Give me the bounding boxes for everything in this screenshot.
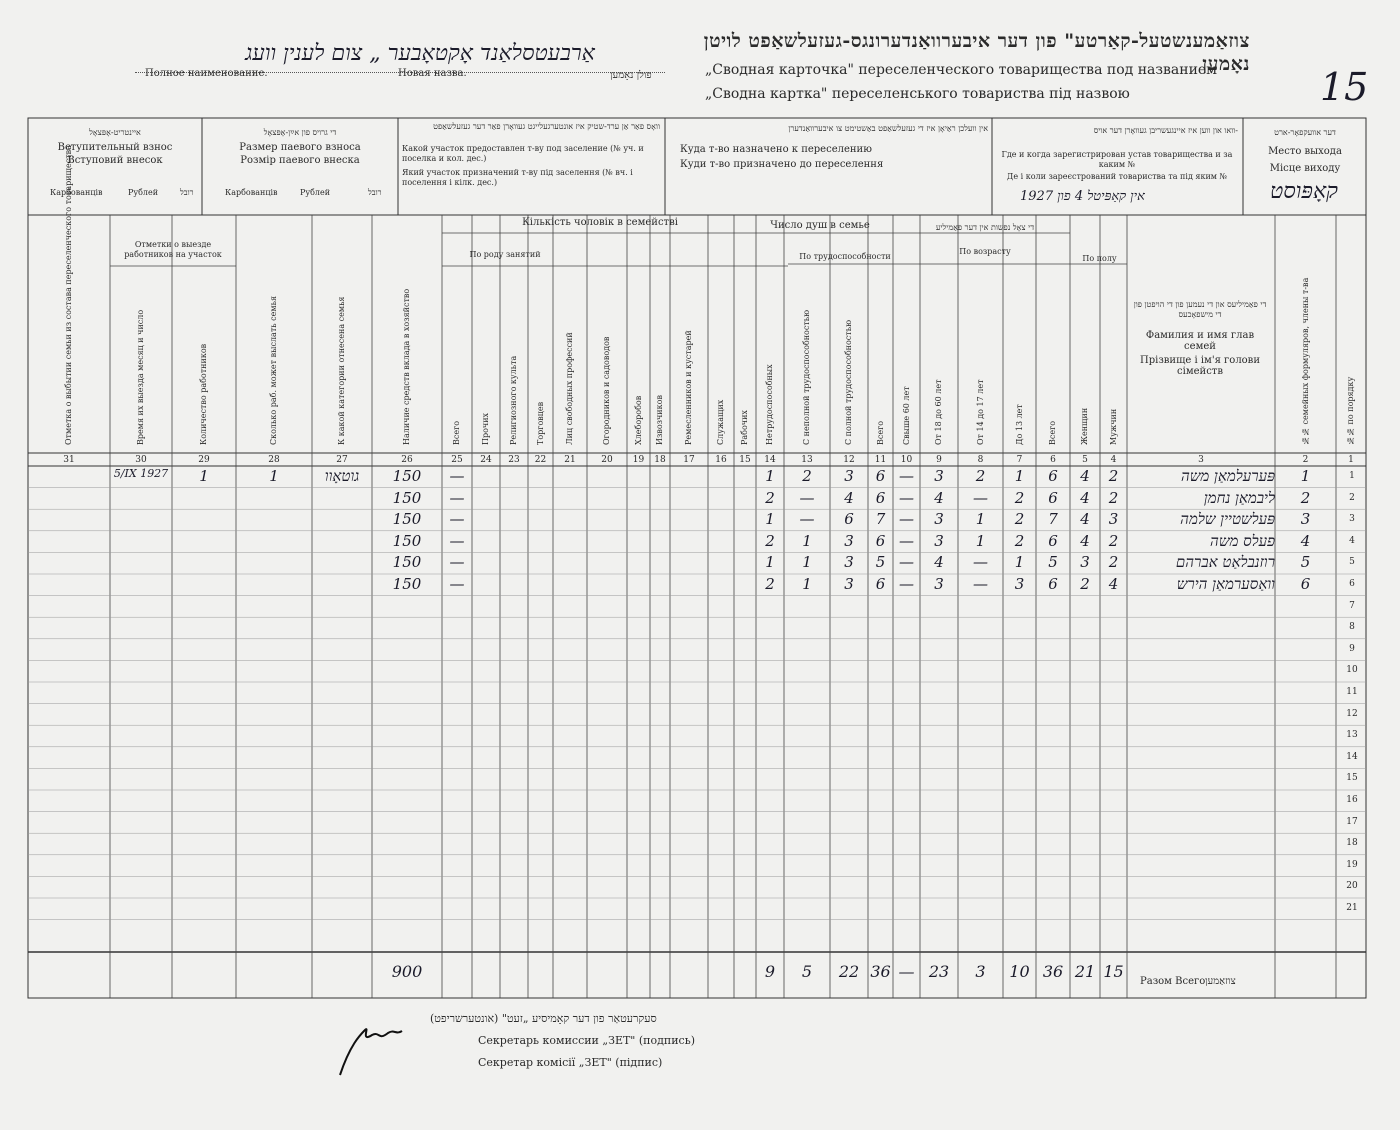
cell-unfit: 1 bbox=[765, 467, 775, 485]
group-people-ua: Кількість чоловік в семействі bbox=[522, 217, 678, 228]
share-size-yi: די גרויס פון אײַן-אָפּצאָל bbox=[263, 128, 337, 137]
column-number: 8 bbox=[977, 455, 984, 465]
cell-part: 1 bbox=[802, 575, 812, 593]
cell-all: 5 bbox=[875, 553, 886, 572]
cell-total: 5 bbox=[1048, 553, 1058, 572]
total-full: 22 bbox=[838, 962, 860, 981]
cell-date: 5/IX 1927 bbox=[113, 467, 169, 480]
cell-a18: 3 bbox=[934, 575, 944, 593]
cell-o60: — bbox=[899, 488, 914, 507]
column-number: 10 bbox=[900, 455, 913, 465]
cell-men: 2 bbox=[1108, 488, 1119, 507]
cell-women: 3 bbox=[1080, 553, 1090, 572]
cell-name: פעלס משה bbox=[1210, 531, 1275, 550]
cell-u13: 2 bbox=[1014, 510, 1025, 529]
column-number: 3 bbox=[1198, 455, 1204, 465]
reg-ru: Где и когда зарегистрирован устав товарищества и за каким № bbox=[1001, 150, 1233, 169]
row-number: 12 bbox=[1346, 708, 1358, 719]
column-header-c13: С неполной трудоспособностью bbox=[802, 309, 811, 445]
full-name-label-yi: פולן נאָמען bbox=[610, 70, 652, 81]
cell-full: 3 bbox=[844, 531, 854, 550]
total-sum: 900 bbox=[391, 962, 423, 981]
column-number: 9 bbox=[936, 455, 942, 465]
totals-label-ru: Разом Всего bbox=[1140, 976, 1206, 987]
cell-full: 4 bbox=[844, 488, 854, 507]
column-number: 1 bbox=[1348, 455, 1354, 465]
column-header-c10: Свыше 60 лет bbox=[901, 386, 911, 445]
cell-o60: — bbox=[899, 531, 914, 550]
cell-sum: 150 bbox=[392, 510, 422, 529]
total-a18: 23 bbox=[928, 962, 950, 981]
cell-a18: 3 bbox=[934, 531, 944, 550]
column-header-c19: Хлеборобов bbox=[633, 395, 643, 445]
column-header-c7: До 13 лет bbox=[1014, 404, 1024, 445]
cell-sum: 150 bbox=[392, 575, 422, 593]
column-header-c14: Нетрудоспособных bbox=[765, 364, 774, 445]
column-header-c20: Огородников и садоводов bbox=[602, 336, 611, 445]
cell-u13: 2 bbox=[1014, 488, 1025, 507]
cell-name: פּערעלמאַן משה bbox=[1180, 467, 1275, 485]
cell-form: 1 bbox=[1300, 467, 1311, 485]
cell-form: 5 bbox=[1300, 553, 1311, 572]
cell-o60: — bbox=[899, 510, 914, 529]
column-number: 24 bbox=[480, 455, 492, 465]
column-number: 13 bbox=[801, 455, 813, 465]
cell-women: 4 bbox=[1080, 510, 1090, 529]
cell-a14: 2 bbox=[975, 467, 986, 485]
entry-fee-yi: איינטריט-אָפּצאָל bbox=[89, 128, 141, 137]
cell-a18: 4 bbox=[934, 553, 944, 572]
secretary-yi: סעקרעטאַר פון דער קאָמיסיע „זעט" (אונטערשריפט) bbox=[430, 1012, 657, 1025]
title-ukrainian: „Сводна картка" переселенського товариства під назвою bbox=[705, 86, 1130, 102]
secretary-signature bbox=[330, 1005, 410, 1085]
cell-women: 4 bbox=[1080, 467, 1090, 485]
column-header-c15: Рабочих bbox=[740, 410, 749, 445]
cell-o60: — bbox=[899, 575, 914, 593]
cell-a14: — bbox=[973, 575, 988, 593]
total-women: 21 bbox=[1074, 962, 1096, 981]
total-u13: 10 bbox=[1009, 962, 1030, 981]
column-number: 5 bbox=[1082, 455, 1088, 465]
plot-ru: Какой участок предоставлен т-ву под заселение (№ уч. и поселка и кол. дес.) bbox=[402, 144, 644, 163]
row-number: 9 bbox=[1349, 643, 1355, 654]
reg-handwritten: אין קאַפּיטל 4 פון 1927 bbox=[1020, 189, 1145, 204]
column-number: 27 bbox=[336, 455, 348, 465]
column-header-c25: Всего bbox=[452, 420, 461, 445]
column-number: 15 bbox=[739, 455, 751, 465]
cell-total: 7 bbox=[1048, 510, 1058, 529]
total-all: 36 bbox=[870, 962, 891, 981]
cell-women: 2 bbox=[1080, 575, 1090, 593]
hdr-name-ua: Прізвище і ім'я голови сімейств bbox=[1140, 355, 1260, 377]
column-number: 31 bbox=[63, 455, 75, 465]
cell-sum: 150 bbox=[392, 531, 422, 550]
cell-men: 4 bbox=[1108, 575, 1119, 593]
cell-name: רוזנבלאַט אברהם bbox=[1175, 553, 1275, 572]
dest-ru: Куда т-во назначено к переселению bbox=[680, 144, 872, 155]
cell-form: 2 bbox=[1300, 488, 1311, 507]
share-size-ua: Розмір паевого внеска bbox=[240, 155, 360, 166]
column-header-c6: Всего bbox=[1048, 420, 1057, 445]
cell-men: 2 bbox=[1108, 467, 1119, 485]
rub-label-1: Рублей bbox=[128, 188, 159, 197]
column-number: 22 bbox=[534, 455, 547, 465]
cell-u13: 1 bbox=[1014, 553, 1025, 572]
column-number: 19 bbox=[632, 455, 645, 465]
cell-total: 6 bbox=[1048, 488, 1058, 507]
cell-women: 4 bbox=[1080, 488, 1090, 507]
cell-unfit: 2 bbox=[765, 575, 775, 593]
cell-name: פּעלשטיין שלמה bbox=[1180, 510, 1275, 529]
cell-form: 6 bbox=[1300, 575, 1311, 593]
cell-u13: 3 bbox=[1014, 575, 1025, 593]
hdr-occupation: По роду занятий bbox=[469, 250, 541, 259]
total-total: 36 bbox=[1042, 962, 1064, 981]
column-header-c8: От 14 до 17 лет bbox=[975, 379, 985, 445]
column-header-c18: Извозчиков bbox=[655, 395, 664, 445]
column-number: 20 bbox=[601, 455, 613, 465]
cell-name: ליבמאַן נחמן bbox=[1203, 488, 1275, 507]
column-header-c2: №№ семейных формуляров, члены т-ва bbox=[1300, 277, 1310, 445]
hdr-sex: По полу bbox=[1082, 254, 1117, 263]
column-header-c29: Количество работников bbox=[199, 343, 208, 445]
rub-yi-label-2: רובל bbox=[368, 188, 382, 197]
row-number: 3 bbox=[1349, 514, 1355, 525]
exit-ua: Місце виходу bbox=[1269, 163, 1341, 174]
cell-unfit: 2 bbox=[765, 488, 775, 507]
cell-men: 3 bbox=[1108, 510, 1119, 529]
cell-part: 1 bbox=[802, 531, 812, 550]
cell-unfit: 2 bbox=[765, 531, 775, 550]
column-number: 7 bbox=[1016, 455, 1023, 465]
cell-sum: 150 bbox=[392, 553, 422, 572]
cell-unfit: 1 bbox=[765, 553, 775, 572]
column-header-c24: Прочих bbox=[481, 412, 490, 445]
column-number: 17 bbox=[683, 455, 695, 465]
cell-women: 4 bbox=[1080, 531, 1090, 550]
karb-label-2: Карбованців bbox=[225, 188, 278, 197]
column-header-c23: Религиозного культа bbox=[509, 355, 518, 445]
cell-a14: — bbox=[973, 488, 988, 507]
row-number: 8 bbox=[1349, 622, 1355, 633]
column-header-c1: №№ по порядку bbox=[1346, 376, 1355, 445]
column-number: 30 bbox=[135, 455, 147, 465]
column-number: 23 bbox=[508, 455, 520, 465]
group-people-ru: Число душ в семье bbox=[770, 220, 870, 231]
totals-label-yi: צוזאַמען bbox=[1205, 976, 1236, 987]
column-header-c9: От 18 до 60 лет bbox=[934, 379, 943, 445]
total-part: 5 bbox=[801, 962, 813, 981]
row-number: 15 bbox=[1346, 773, 1358, 784]
cell-sum: 150 bbox=[392, 488, 422, 507]
row-number: 19 bbox=[1346, 859, 1358, 870]
column-header-c21: Лиц свободных профессий bbox=[565, 332, 574, 445]
cell-u13: 2 bbox=[1014, 531, 1025, 550]
cell-a18: 3 bbox=[934, 467, 944, 485]
cell-occ: — bbox=[449, 510, 465, 529]
cell-unfit: 1 bbox=[765, 510, 775, 529]
row-number: 17 bbox=[1346, 816, 1358, 827]
column-header-c11: Всего bbox=[875, 420, 885, 445]
total-men: 15 bbox=[1103, 962, 1124, 981]
cell-form: 4 bbox=[1300, 531, 1311, 550]
new-name-label: Новая назва. bbox=[398, 68, 467, 79]
cell-total: 6 bbox=[1048, 531, 1058, 550]
column-number: 25 bbox=[451, 455, 463, 465]
column-header-c30: Время их выезда месяц и число bbox=[136, 309, 145, 445]
cell-sum: 150 bbox=[392, 467, 422, 485]
reg-yi: וואו און ווען איז איינגעשריבן געוואָרן דער אויס- bbox=[1093, 126, 1238, 135]
hdr-departure: Отметки о выезде работников на участок bbox=[124, 240, 222, 259]
total-unfit: 9 bbox=[764, 962, 776, 981]
row-number: 18 bbox=[1346, 838, 1358, 849]
rub-yi-label-1: רובל bbox=[180, 188, 194, 197]
cell-name: וואַסערמאַן הירש bbox=[1176, 575, 1275, 593]
cell-part: — bbox=[799, 488, 815, 507]
cell-form: 3 bbox=[1300, 510, 1311, 529]
total-a14: 3 bbox=[975, 962, 986, 981]
row-number: 20 bbox=[1346, 881, 1358, 892]
cell-a14: — bbox=[973, 553, 988, 572]
cell-all: 6 bbox=[875, 467, 886, 485]
column-number: 4 bbox=[1110, 455, 1117, 465]
exit-yi: דער אוועקפאָר-ארט bbox=[1274, 128, 1336, 137]
hdr-name-ru: Фамилия и имя глав семей bbox=[1145, 330, 1255, 352]
column-header-c31: Отметка о выбытии семьи из состава переселенческого товарищества bbox=[64, 145, 73, 445]
cell-a18: 4 bbox=[934, 488, 944, 507]
row-number: 16 bbox=[1346, 795, 1358, 805]
column-header-c17: Ремесленников и кустарей bbox=[684, 330, 693, 445]
cell-o60: — bbox=[899, 553, 914, 572]
row-number: 7 bbox=[1349, 600, 1355, 611]
column-header-c5: Женщин bbox=[1080, 407, 1089, 445]
reg-ua: Де і коли зареєстрований товариства та під яким № bbox=[1006, 172, 1228, 181]
cell-all: 6 bbox=[875, 575, 886, 593]
column-number: 29 bbox=[198, 455, 210, 465]
column-header-c12: С полной трудоспособностью bbox=[844, 319, 853, 445]
hdr-age: По возрасту bbox=[959, 247, 1011, 256]
column-header-c4: Мужчин bbox=[1108, 408, 1118, 445]
plot-ua: Який участок призначений т-ву під заселення (№ вч. і поселення і кілк. дес.) bbox=[402, 168, 633, 187]
cell-part: 1 bbox=[802, 553, 812, 572]
cell-occ: — bbox=[449, 553, 465, 572]
cell-u13: 1 bbox=[1014, 467, 1025, 485]
entry-fee-ua: Вступовий внесок bbox=[67, 155, 163, 166]
exit-ru: Место выхода bbox=[1268, 146, 1342, 157]
row-number: 1 bbox=[1349, 471, 1355, 481]
cell-occ: — bbox=[449, 488, 465, 507]
row-number: 10 bbox=[1346, 665, 1358, 676]
column-header-c22: Торговцев bbox=[535, 401, 545, 445]
cell-men: 2 bbox=[1108, 553, 1119, 572]
cell-a18: 3 bbox=[934, 510, 944, 529]
cell-total: 6 bbox=[1048, 467, 1058, 485]
cell-occ: — bbox=[449, 531, 465, 550]
title-yiddish: צוזאַמענשטעל-קאַרטע" פון דער איבערוואַנדערונגס-געזעלשאַפט לויטן נאָמען bbox=[703, 30, 1250, 75]
corner-mark: 15 bbox=[1320, 65, 1369, 109]
group-people-yi: די צאָל נפשות אין דער פאַמיליע bbox=[935, 223, 1035, 232]
entry-fee-ru: Вступительный взнос bbox=[57, 142, 173, 153]
cell-full: 6 bbox=[844, 510, 854, 529]
row-number: 4 bbox=[1349, 535, 1355, 546]
cell-a14: 1 bbox=[975, 531, 986, 550]
cell-total: 6 bbox=[1048, 575, 1058, 593]
column-number: 2 bbox=[1302, 455, 1309, 465]
dest-ua: Куди т-во призначено до переселення bbox=[680, 159, 884, 170]
row-number: 11 bbox=[1346, 687, 1358, 697]
cell-full: 3 bbox=[844, 467, 854, 485]
cell-send: 1 bbox=[269, 467, 279, 485]
exit-handwritten: קאָפּוסט bbox=[1270, 179, 1338, 204]
cell-a14: 1 bbox=[975, 510, 986, 529]
secretary-ua: Секретар комісії „ЗЕТ" (підпис) bbox=[478, 1056, 663, 1069]
row-number: 21 bbox=[1346, 903, 1358, 913]
karb-label-1: Карбованців bbox=[50, 188, 103, 197]
dest-yi: אין וועלכן ראַיאָן איז די געזעלשאַפט באַשטימט צו איבערוואַנדערן bbox=[788, 124, 988, 133]
cell-o60: — bbox=[899, 467, 914, 485]
cell-all: 6 bbox=[875, 531, 886, 550]
cell-full: 3 bbox=[844, 553, 854, 572]
row-number: 14 bbox=[1346, 751, 1358, 762]
secretary-ru: Секретарь комиссии „ЗЕТ" (подпись) bbox=[478, 1034, 695, 1047]
column-number: 21 bbox=[564, 455, 576, 465]
share-size-ru: Размер паевого взноса bbox=[239, 142, 361, 153]
title-russian: „Сводная карточка" переселенческого товарищества под названием bbox=[705, 62, 1218, 78]
cell-workers: 1 bbox=[199, 467, 209, 485]
cell-part: 2 bbox=[802, 467, 812, 485]
cell-occ: — bbox=[449, 467, 465, 485]
cell-part: — bbox=[799, 510, 815, 529]
column-number: 18 bbox=[654, 455, 666, 465]
plot-yi: וואָס פאַר אַן ערד-שטיק איז אונטערגעלייגט געוואָרן פאַר דער געזעלשאַפט bbox=[433, 122, 660, 131]
column-number: 28 bbox=[268, 455, 280, 465]
column-number: 26 bbox=[401, 455, 413, 465]
rub-label-2: Рублей bbox=[300, 188, 331, 197]
cell-all: 7 bbox=[875, 510, 886, 529]
handwritten-name: אַרבעטסלאַנד אָקטאָבער „ צום לענין וועג bbox=[245, 41, 595, 66]
column-header-c27: К какой категории отнесена семья bbox=[337, 296, 346, 445]
cell-full: 3 bbox=[844, 575, 854, 593]
column-header-c16: Служащих bbox=[716, 399, 725, 445]
row-number: 2 bbox=[1349, 492, 1355, 503]
column-number: 14 bbox=[764, 455, 776, 465]
hdr-name-yi: די פאַמיליעס און די נעמען פון די הויפטן פון די מישפאָכעס bbox=[1133, 300, 1267, 319]
row-number: 13 bbox=[1346, 730, 1358, 741]
cell-cat: גוטאָוו bbox=[324, 467, 360, 485]
cell-occ: — bbox=[449, 575, 465, 593]
column-number: 12 bbox=[843, 455, 855, 465]
row-number: 5 bbox=[1349, 557, 1355, 568]
cell-all: 6 bbox=[875, 488, 886, 507]
column-header-c28: Сколько раб. может выслать семья bbox=[269, 296, 278, 445]
column-number: 16 bbox=[715, 455, 727, 465]
row-number: 6 bbox=[1349, 579, 1355, 589]
total-o60: — bbox=[898, 962, 915, 981]
full-name-label: Полное наименование. bbox=[145, 68, 268, 79]
hdr-work-capacity: По трудоспособности bbox=[799, 252, 891, 261]
column-header-c26: Наличие средств вклада в хозяйство bbox=[402, 288, 411, 445]
cell-men: 2 bbox=[1108, 531, 1119, 550]
column-number: 6 bbox=[1050, 455, 1056, 465]
column-number: 11 bbox=[874, 455, 887, 465]
